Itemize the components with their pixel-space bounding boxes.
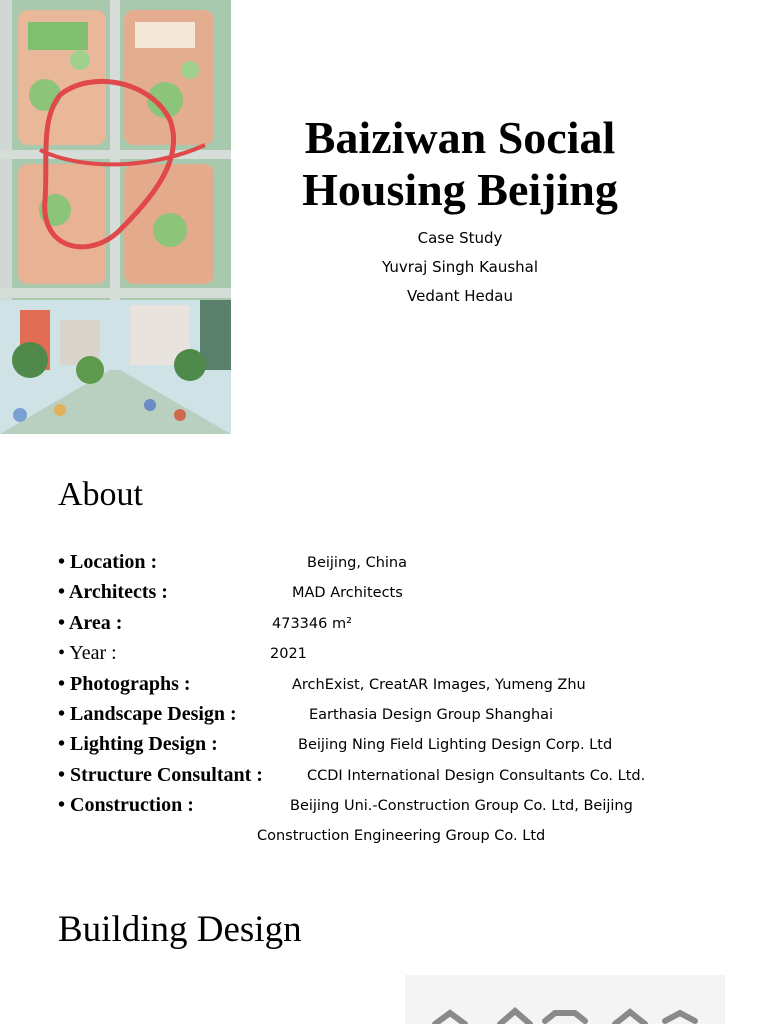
about-label: • Landscape Design : bbox=[58, 702, 237, 725]
about-label: • Year : bbox=[58, 642, 117, 665]
slide-title-line2: Housing Beijing bbox=[302, 164, 618, 215]
about-value: Beijing Ning Field Lighting Design Corp. Ltd bbox=[298, 737, 613, 754]
about-item-structure-consultant bbox=[58, 761, 758, 791]
about-item-area bbox=[58, 609, 758, 639]
about-value: 473346 m² bbox=[272, 615, 352, 632]
about-value: MAD Architects bbox=[292, 585, 403, 602]
about-label: • Construction : bbox=[58, 794, 194, 817]
about-heading: About bbox=[58, 476, 143, 513]
subtitle-list bbox=[250, 224, 670, 311]
case-study-label: Case Study bbox=[417, 229, 503, 247]
about-label: • Lighting Design : bbox=[58, 733, 218, 756]
about-label: • Structure Consultant : bbox=[58, 763, 263, 786]
about-label: • Photographs : bbox=[58, 672, 191, 695]
about-value: Beijing Uni.-Construction Group Co. Ltd, Beijing bbox=[290, 798, 633, 815]
about-value: Beijing, China bbox=[307, 555, 407, 571]
author-1: Yuvraj Singh Kaushal bbox=[381, 258, 539, 276]
about-item-landscape-design bbox=[58, 700, 758, 730]
slide-title-line1: Baiziwan Social bbox=[304, 112, 616, 163]
title-slide bbox=[0, 0, 768, 434]
about-label: • Location : bbox=[58, 551, 158, 573]
title-block bbox=[250, 112, 670, 311]
about-item-architects bbox=[58, 578, 758, 608]
about-value: ArchExist, CreatAR Images, Yumeng Zhu bbox=[292, 676, 586, 693]
site-plan-illustration bbox=[0, 0, 231, 434]
building-design-heading: Building Design bbox=[58, 909, 302, 950]
about-item-location bbox=[58, 548, 758, 578]
about-item-lighting-design bbox=[58, 730, 758, 760]
about-value: Earthasia Design Group Shanghai bbox=[309, 706, 554, 723]
about-item-photographs bbox=[58, 670, 758, 700]
about-label: • Architects : bbox=[58, 581, 168, 604]
about-value: CCDI International Design Consultants Co. Ltd. bbox=[307, 767, 646, 784]
about-value: 2021 bbox=[270, 646, 307, 663]
author-2: Vedant Hedau bbox=[407, 287, 513, 305]
building-design-image bbox=[405, 975, 725, 1024]
about-label: • Area : bbox=[58, 611, 123, 634]
about-item-year bbox=[58, 639, 758, 669]
about-list bbox=[58, 548, 758, 822]
about-item-construction bbox=[58, 791, 758, 821]
about-value-continuation: Construction Engineering Group Co. Ltd bbox=[257, 828, 546, 844]
slide-title bbox=[250, 112, 670, 216]
